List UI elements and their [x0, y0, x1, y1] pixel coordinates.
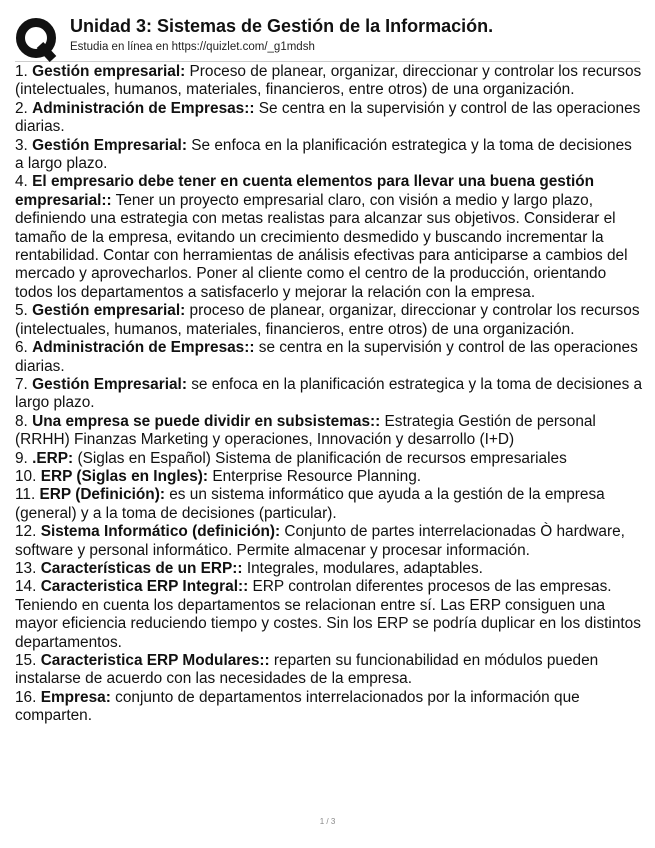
quizlet-logo-icon [15, 18, 59, 62]
item-term: ERP (Definición): [39, 486, 165, 504]
item-definition: Integrales, modulares, adaptables. [246, 559, 483, 577]
item-definition: Estrategia Gestión de personal (RRHH) Finanzas Marketing y operaciones, Innovación y desarrollo (I+D) [15, 412, 596, 449]
item-term: Una empresa se puede dividir en subsistemas:: [32, 412, 381, 430]
item-definition: Tener un proyecto empresarial claro, con visión a medio y largo plazo, definiendo una estrategia con metas realistas para alcanzar sus objetivos. Considerar el tamaño de la empresa, evitando un crecimiento desmedido y buscando incrementar la rentabilidad. Contar con herramientas de análisis efectivas para anticiparse a cambios del mercado y aprovecharlos. Poner al cliente como el centro de la producción, orientando todos los departamentos a satisfacerlo y mejorar la relación con la empresa. [15, 191, 628, 301]
item-definition: se centra en la supervisión y control de las operaciones diarias. [15, 339, 638, 375]
item-number: 8. [15, 412, 28, 430]
item-number: 7. [15, 375, 28, 393]
item-number: 3. [15, 136, 28, 154]
item-number: 4. [15, 173, 28, 191]
item-number: 13. [15, 559, 37, 577]
item-number: 10. [15, 467, 37, 485]
item-term: ERP (Siglas en Ingles): [40, 467, 209, 485]
list-item [15, 578, 643, 652]
item-definition: Proceso de planear, organizar, direccionar y controlar los recursos (intelectuales, humanos, materiales, financieros, entre otros) de una organización. [15, 63, 642, 99]
item-term: Empresa: [40, 688, 111, 706]
item-term: El empresario debe tener en cuenta elementos para llevar una buena gestión empresarial:: [15, 173, 595, 209]
list-item [15, 173, 643, 302]
item-definition: Se enfoca en la planificación estrategica y la toma de decisiones a largo plazo. [15, 136, 632, 173]
item-term: Gestión Empresarial: [32, 375, 187, 393]
item-number: 9. [15, 449, 28, 467]
item-number: 5. [15, 302, 28, 320]
item-term: Caracteristica ERP Integral:: [40, 578, 249, 596]
item-number: 6. [15, 339, 28, 357]
list-item [15, 486, 643, 523]
item-term: Administración de Empresas:: [32, 339, 255, 357]
list-item [15, 560, 643, 578]
list-item [15, 302, 643, 339]
item-number: 11. [15, 486, 36, 504]
item-number: 15. [15, 652, 37, 669]
item-definition: (Siglas en Español) Sistema de planificación de recursos empresariales [77, 449, 567, 467]
item-term: Sistema Informático (definición): [40, 523, 281, 541]
list-item [15, 63, 643, 100]
item-number: 2. [15, 99, 28, 117]
list-item [15, 689, 643, 726]
list-item [15, 450, 643, 468]
list-item [15, 652, 643, 689]
item-number: 12. [15, 523, 37, 541]
list-item [15, 468, 643, 486]
list-item [15, 523, 643, 560]
list-item [15, 339, 643, 376]
list-item [15, 137, 643, 174]
item-definition: Conjunto de partes interrelacionadas Ò hardware, software y personal informático. Permite almacenar y procesar información. [15, 523, 625, 559]
item-definition: Se centra en la supervisión y control de las operaciones diarias. [15, 99, 641, 136]
document-title: Unidad 3: Sistemas de Gestión de la Información. [70, 16, 494, 36]
list-item [15, 376, 643, 413]
item-term: Características de un ERP:: [40, 559, 243, 577]
item-term: .ERP: [32, 449, 74, 467]
item-number: 1. [15, 63, 28, 80]
item-term: Gestión empresarial: [32, 63, 186, 80]
flashcard-list [15, 63, 643, 726]
item-number: 14. [15, 578, 37, 596]
item-definition: conjunto de departamentos interrelacionados por la información que comparten. [15, 688, 580, 725]
page-header [15, 15, 640, 62]
page-number: 1 / 3 [319, 817, 336, 826]
item-term: Gestión empresarial: [32, 302, 186, 320]
item-term: Administración de Empresas:: [32, 99, 255, 117]
item-term: Caracteristica ERP Modulares:: [40, 652, 270, 669]
item-number: 16. [15, 688, 37, 706]
list-item [15, 100, 643, 137]
document-subtitle: Estudia en línea en https://quizlet.com/_g1mdsh [70, 41, 315, 53]
item-definition: proceso de planear, organizar, direccionar y controlar los recursos (intelectuales, humanos, materiales, financieros, entre otros) de una organización. [15, 302, 640, 338]
item-definition: es un sistema informático que ayuda a la gestión de la empresa (general) y a la toma de decisiones (particular). [15, 486, 605, 522]
item-term: Gestión Empresarial: [32, 136, 187, 154]
item-definition: reparten su funcionabilidad en módulos pueden instalarse de acuerdo con las necesidades de la empresa. [15, 652, 599, 688]
item-definition: ERP controlan diferentes procesos de las empresas. Teniendo en cuenta los departamentos se relacionan entre sí. Las ERP consiguen una mayor eficiencia reduciendo tiempo y costes. Sin los ERP se podría duplicar en los distintos departamentos. [15, 578, 641, 651]
item-definition: Enterprise Resource Planning. [212, 467, 422, 485]
item-definition: se enfoca en la planificación estrategica y la toma de decisiones a largo plazo. [15, 375, 643, 412]
list-item [15, 413, 643, 450]
